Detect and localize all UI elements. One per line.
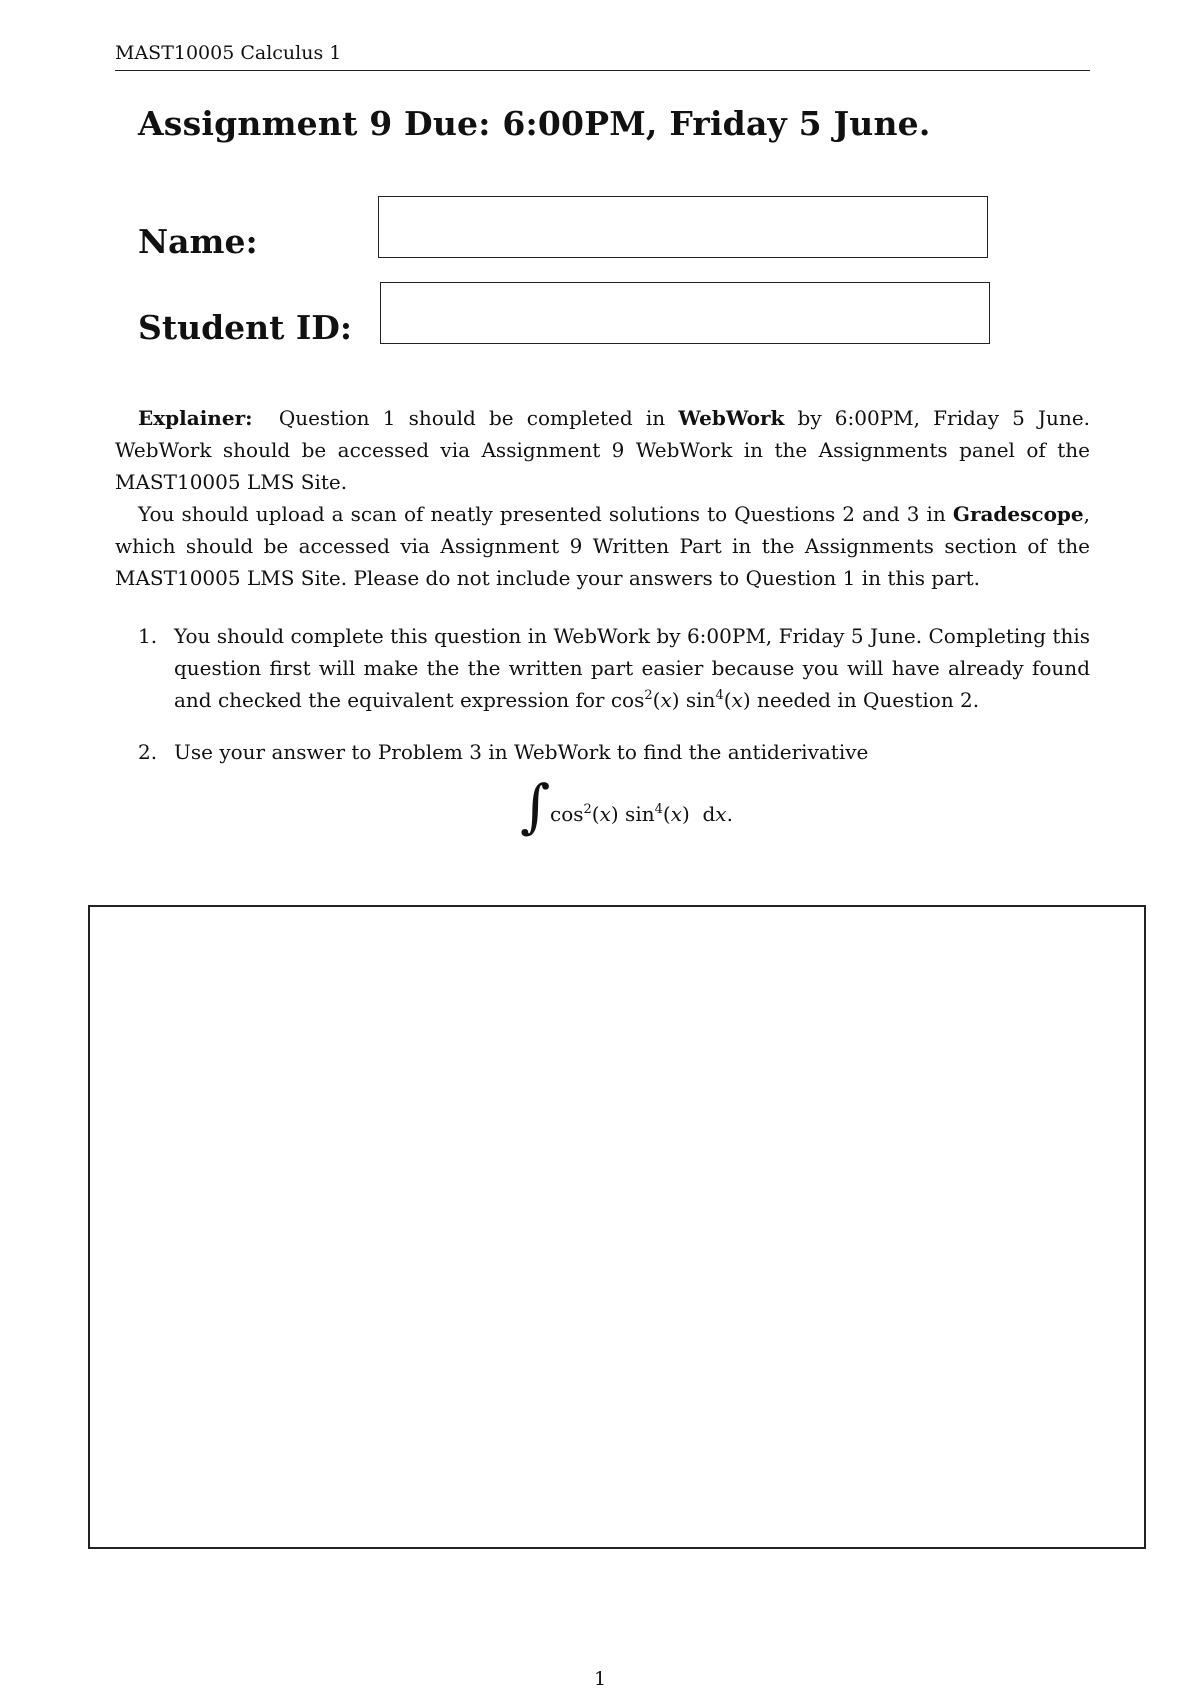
- student-id-box[interactable]: [380, 282, 990, 344]
- question-2-text: Use your answer to Problem 3 in WebWork to find the antiderivative: [174, 740, 869, 764]
- page-number: 1: [593, 1668, 607, 1690]
- course-title: MAST10005 Calculus 1: [115, 42, 342, 64]
- explainer-p2-b: , which should be accessed via Assignment 9 Written Part in the Assignments section of the MAST10005 LMS Site. Please do not include your answers to Question 1 in this part.: [115, 502, 1090, 590]
- assignment-title: Assignment 9 Due: 6:00PM, Friday 5 June.: [138, 104, 931, 143]
- question-2: [138, 736, 1090, 768]
- name-label: Name:: [138, 222, 258, 261]
- question-number: 1.: [138, 624, 158, 648]
- integral-sign: ∫: [520, 772, 551, 840]
- question-1: [138, 620, 1090, 716]
- answer-box[interactable]: [88, 905, 1146, 1549]
- explainer-label: Explainer:: [138, 406, 253, 430]
- integrand: $\cos^2(x)$ $\sin^4(x)$ dx.: [550, 802, 733, 826]
- webwork-bold: WebWork: [678, 406, 785, 430]
- question-1-text-a: You should complete this question in WebWork by 6:00PM, Friday 5 June. Completing this question first will make the the written part easier because you will have already found and checked the equivalent expression for: [174, 624, 1090, 712]
- question-1-text-b: needed in Question 2.: [756, 688, 980, 712]
- explainer-p2-a: You should upload a scan of neatly presented solutions to Questions 2 and 3 in: [138, 502, 946, 526]
- explainer-p1-b: by 6:00PM, Friday 5 June. WebWork should be accessed via Assignment 9 WebWork in the Assignments panel of the MAST10005 LMS Site.: [115, 406, 1091, 494]
- student-id-label: Student ID:: [138, 308, 353, 347]
- explainer-p1-a: Question 1 should be completed in: [278, 406, 666, 430]
- explainer-paragraph-1: [115, 402, 1090, 498]
- question-number: 2.: [138, 740, 158, 764]
- gradescope-bold: Gradescope: [952, 502, 1084, 526]
- name-box[interactable]: [378, 196, 988, 258]
- expression-inline: $\cos^2(x)$ $\sin^4(x)$: [610, 688, 751, 712]
- explainer-paragraph-2: [115, 498, 1090, 594]
- running-header: [115, 38, 1090, 71]
